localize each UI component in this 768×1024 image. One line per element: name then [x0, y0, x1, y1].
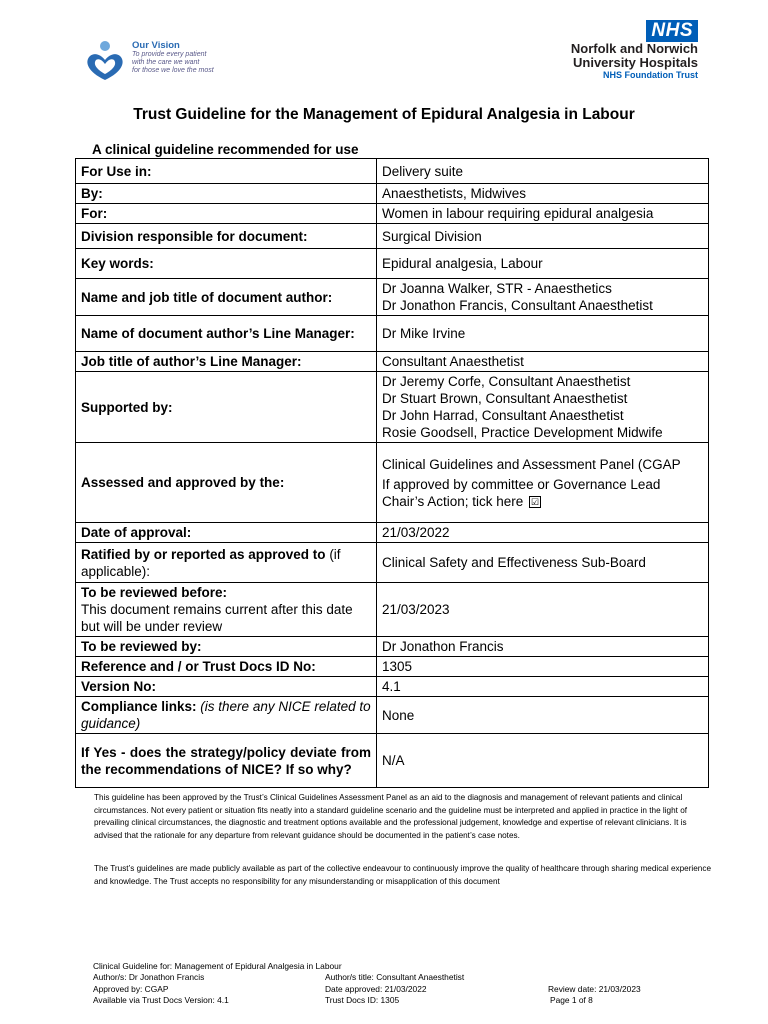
table-row: [76, 637, 709, 657]
table-row: [76, 443, 709, 523]
value-line: Clinical Guidelines and Assessment Panel (CGAP: [382, 456, 681, 472]
table-row: [76, 583, 709, 637]
vision-statement: [132, 40, 232, 75]
row-value: None: [377, 697, 709, 734]
table-row: [76, 372, 709, 443]
row-label: [76, 697, 377, 734]
footer-approved-by: Approved by: CGAP: [93, 983, 169, 994]
table-row: [76, 697, 709, 734]
row-label: [76, 583, 377, 637]
table-row: [76, 677, 709, 697]
label-note: This document remains current after this date but will be under review: [81, 602, 353, 634]
row-value: 1305: [377, 657, 709, 677]
row-value: 4.1: [377, 677, 709, 697]
row-value: Delivery suite: [377, 159, 709, 184]
row-label: For Use in:: [76, 159, 377, 184]
value-line: Rosie Goodsell, Practice Development Midwife: [382, 425, 663, 440]
document-title: Trust Guideline for the Management of Epidural Analgesia in Labour: [133, 106, 635, 123]
row-value: 21/03/2023: [377, 583, 709, 637]
row-value: Dr Jonathon Francis: [377, 637, 709, 657]
row-value: Anaesthetists, Midwives: [377, 184, 709, 204]
footer-author-title: Author/s title: Consultant Anaesthetist: [325, 972, 465, 983]
value-line: Dr John Harrad, Consultant Anaesthetist: [382, 408, 624, 423]
footer-guideline-for: Clinical Guideline for: Management of Epidural Analgesia in Labour: [93, 961, 342, 971]
value-line: Dr Joanna Walker, STR - Anaesthetics: [382, 281, 612, 296]
document-subtitle: A clinical guideline recommended for use: [92, 142, 359, 157]
row-label: Name and job title of document author:: [76, 279, 377, 316]
footer-available: Available via Trust Docs Version: 4.1: [93, 994, 229, 1005]
heart-hands-icon: [82, 38, 128, 84]
checkbox-ticked-icon: ☑: [531, 496, 540, 507]
table-row: [76, 159, 709, 184]
row-label: Version No:: [76, 677, 377, 697]
table-row: [76, 352, 709, 372]
label-text: To be reviewed before:: [81, 585, 228, 600]
row-label: Division responsible for document:: [76, 224, 377, 249]
value-line: Dr Jonathon Francis, Consultant Anaesthetist: [382, 298, 653, 313]
table-row: [76, 204, 709, 224]
footer-row: [93, 984, 693, 995]
footer-authors: Author/s: Dr Jonathon Francis: [93, 972, 205, 983]
row-label: Key words:: [76, 249, 377, 279]
footer-review-date: Review date: 21/03/2023: [548, 983, 641, 994]
table-row: [76, 523, 709, 543]
row-value: Surgical Division: [377, 224, 709, 249]
vision-line: To provide every patient: [132, 51, 207, 58]
row-label: By:: [76, 184, 377, 204]
table-row: [76, 184, 709, 204]
row-value: Consultant Anaesthetist: [377, 352, 709, 372]
row-value: Epidural analgesia, Labour: [377, 249, 709, 279]
disclaimer-paragraph: This guideline has been approved by the Trust’s Clinical Guidelines Assessment Panel as an aid to the diagnosis and management of relevant patients and clinical circumstances. Not every patient or situation fits neatly into a standard guideline scenario and the guideline must be interpreted and applied in practice in the light of prevailing clinical circumstances, the diagnostic and treatment options available and the professional judgement, knowledge and expertise of relevant clinicians. It is advised that the rationale for any departure from relevant guidance should be documented in the patient’s case notes.: [94, 793, 688, 840]
row-value: 21/03/2022: [377, 523, 709, 543]
label-note: (if applicable):: [81, 546, 341, 579]
table-row: [76, 249, 709, 279]
row-value: Dr Mike Irvine: [377, 316, 709, 352]
label-text: Ratified by or reported as approved to: [81, 546, 326, 562]
nhs-badge: NHS: [646, 20, 698, 42]
vision-line: for those we love the most: [132, 67, 214, 74]
value-line: [382, 476, 703, 510]
row-label: Date of approval:: [76, 523, 377, 543]
our-vision-logo: [82, 38, 222, 88]
page-footer: [93, 961, 693, 1006]
row-value: Women in labour requiring epidural analgesia: [377, 204, 709, 224]
nhs-trust-logo: [518, 20, 698, 81]
footer-row: [93, 995, 693, 1006]
footer-row: [93, 972, 693, 983]
row-label: For:: [76, 204, 377, 224]
trust-name-line3: NHS Foundation Trust: [603, 70, 698, 80]
publication-paragraph: The Trust’s guidelines are made publicly available as part of the collective endeavour to continuously improve the quality of healthcare through sharing medical experience and knowledge. The Trust accepts no responsibility for any misunderstanding or misapplication of this document: [94, 864, 711, 886]
label-text: Compliance links:: [81, 699, 197, 714]
table-row: [76, 279, 709, 316]
page-header: [0, 0, 768, 95]
value-text: If approved by committee or Governance Lead Chair’s Action; tick here: [382, 476, 661, 509]
row-label: Assessed and approved by the:: [76, 443, 377, 523]
row-value: [377, 443, 709, 523]
footer-row: [93, 961, 693, 972]
footer-docs-id: Trust Docs ID: 1305: [325, 994, 400, 1005]
vision-line: with the care we want: [132, 59, 200, 66]
row-value: [377, 279, 709, 316]
table-row: [76, 316, 709, 352]
value-line: Dr Stuart Brown, Consultant Anaesthetist: [382, 391, 628, 406]
row-value: Clinical Safety and Effectiveness Sub-Board: [377, 543, 709, 583]
row-label: Reference and / or Trust Docs ID No:: [76, 657, 377, 677]
value-line: Dr Jeremy Corfe, Consultant Anaesthetist: [382, 374, 631, 389]
row-label: Name of document author’s Line Manager:: [76, 316, 377, 352]
table-row: [76, 224, 709, 249]
row-label: If Yes - does the strategy/policy deviate from the recommendations of NICE? If so why?: [76, 734, 377, 788]
table-row: [76, 734, 709, 788]
footer-date-approved: Date approved: 21/03/2022: [325, 983, 427, 994]
document-info-table: [75, 158, 709, 788]
vision-title: Our Vision: [132, 40, 180, 51]
row-value: N/A: [377, 734, 709, 788]
row-value: [377, 372, 709, 443]
row-label: [76, 543, 377, 583]
row-label: To be reviewed by:: [76, 637, 377, 657]
row-label: Job title of author’s Line Manager:: [76, 352, 377, 372]
row-label: Supported by:: [76, 372, 377, 443]
trust-name-line1: Norfolk and Norwich: [570, 41, 698, 56]
footer-page-number: Page 1 of 8: [550, 994, 593, 1005]
table-row: [76, 543, 709, 583]
table-row: [76, 657, 709, 677]
label-note: (is there any NICE related to guidance): [81, 699, 371, 731]
trust-name-line2: University Hospitals: [573, 55, 698, 70]
